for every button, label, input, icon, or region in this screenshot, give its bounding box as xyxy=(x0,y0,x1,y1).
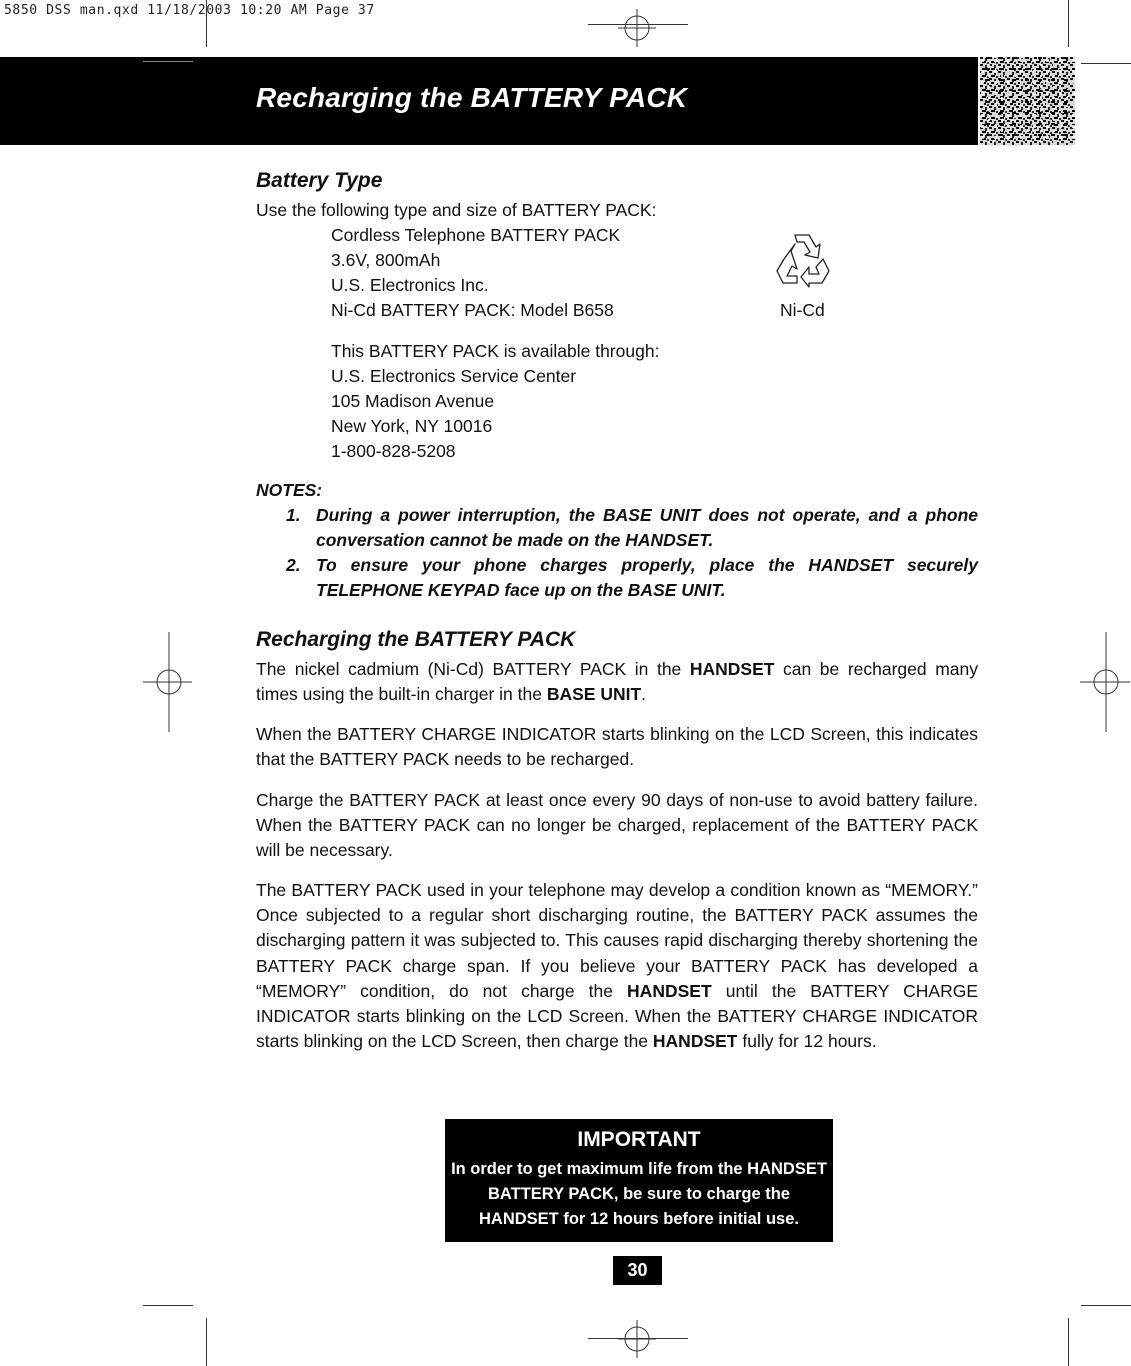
paragraph-emphasis: HANDSET xyxy=(627,980,712,1001)
paragraph-text: . xyxy=(641,684,647,705)
recharging-heading: Recharging the BATTERY PACK xyxy=(256,628,576,651)
note-number: 1. xyxy=(286,505,301,525)
important-callout xyxy=(445,1119,833,1242)
availability-line: This BATTERY PACK is available through: xyxy=(331,341,660,361)
registration-mark-icon xyxy=(618,9,656,47)
paragraph-text: fully for 12 hours. xyxy=(737,1031,877,1052)
crop-mark xyxy=(143,1305,193,1306)
page-number: 30 xyxy=(613,1256,662,1285)
battery-spec-line: 3.6V, 800mAh xyxy=(331,250,441,270)
registration-mark-icon xyxy=(618,1320,656,1358)
important-line: BATTERY PACK, be sure to charge the xyxy=(488,1185,790,1203)
print-slug: 5850 DSS man.qxd 11/18/2003 10:20 AM Page 37 xyxy=(4,3,375,18)
availability-line: U.S. Electronics Service Center xyxy=(331,366,577,386)
important-title: IMPORTANT xyxy=(577,1128,701,1151)
paragraph-emphasis: BASE UNIT xyxy=(546,684,642,705)
note-number: 2. xyxy=(286,555,301,575)
crop-mark xyxy=(1081,1305,1131,1306)
recharging-paragraph-3: Charge the BATTERY PACK at least once every 90 days of non-use to avoid battery failure. When the BATTERY PACK can no longer be charged, replacement of the BATTERY PACK will be necessary. xyxy=(256,790,978,861)
availability-line: New York, NY 10016 xyxy=(331,416,493,436)
paragraph-text: The nickel cadmium (Ni-Cd) BATTERY PACK in the xyxy=(256,659,690,679)
battery-spec-line: Ni-Cd BATTERY PACK: Model B658 xyxy=(331,300,614,320)
paragraph-emphasis: HANDSET xyxy=(689,659,775,679)
recharging-paragraph-2: When the BATTERY CHARGE INDICATOR starts blinking on the LCD Screen, this indicates that the BATTERY PACK needs to be recharged. xyxy=(256,724,978,770)
page-title: Recharging the BATTERY PACK xyxy=(256,82,688,113)
crop-mark xyxy=(1068,1318,1069,1366)
paragraph-emphasis: HANDSET xyxy=(652,1031,738,1052)
crop-mark xyxy=(206,1318,207,1366)
note-text: To ensure your phone charges properly, place the HANDSET securely TELEPHONE KEYPAD face up on the BASE UNIT. xyxy=(316,555,978,600)
note-item xyxy=(286,553,978,603)
registration-mark-icon xyxy=(1080,632,1131,732)
important-line: In order to get maximum life from the HANDSET xyxy=(451,1160,827,1178)
header-rule xyxy=(143,61,193,62)
important-body xyxy=(445,1157,833,1232)
recycle-icon xyxy=(771,229,833,291)
paragraph-text: until the BATTERY CHARGE INDICATOR starts blinking on the LCD Screen. When the BATTERY CHARGE INDICATOR starts blinking on the LCD Screen, then charge the xyxy=(256,980,978,1052)
recharging-paragraph-1 xyxy=(256,657,978,707)
crop-mark xyxy=(1068,0,1069,47)
battery-type-intro: Use the following type and size of BATTERY PACK: xyxy=(256,200,657,220)
important-line: HANDSET for 12 hours before initial use. xyxy=(479,1210,799,1228)
paragraph-text: can be recharged many times using the built-in charger in the xyxy=(256,659,978,705)
battery-spec-line: U.S. Electronics Inc. xyxy=(331,275,489,295)
halftone-pattern-icon xyxy=(980,57,1075,145)
availability-line: 105 Madison Avenue xyxy=(331,391,495,411)
recycle-label: Ni-Cd xyxy=(780,300,825,320)
crop-mark xyxy=(1081,63,1131,64)
note-text: During a power interruption, the BASE UNIT does not operate, and a phone conversation cannot be made on the HANDSET. xyxy=(316,505,978,550)
battery-type-heading: Battery Type xyxy=(256,169,383,192)
registration-mark-icon xyxy=(140,632,192,732)
note-item xyxy=(286,503,978,553)
battery-spec-line: Cordless Telephone BATTERY PACK xyxy=(331,225,621,245)
recharging-paragraph-4 xyxy=(256,878,978,1054)
availability-line: 1-800-828-5208 xyxy=(331,441,456,461)
notes-title: NOTES: xyxy=(256,480,323,500)
paragraph-text: The BATTERY PACK used in your telephone may develop a condition known as “MEMORY.” Once subjected to a regular short discharging routine, the BATTERY PACK assumes the discharging pattern it was subjected to. This causes rapid discharging thereby shortening the BATTERY PACK charge span. If you believe your BATTERY PACK has developed a “MEMORY” condition, do not charge the xyxy=(256,880,978,1001)
